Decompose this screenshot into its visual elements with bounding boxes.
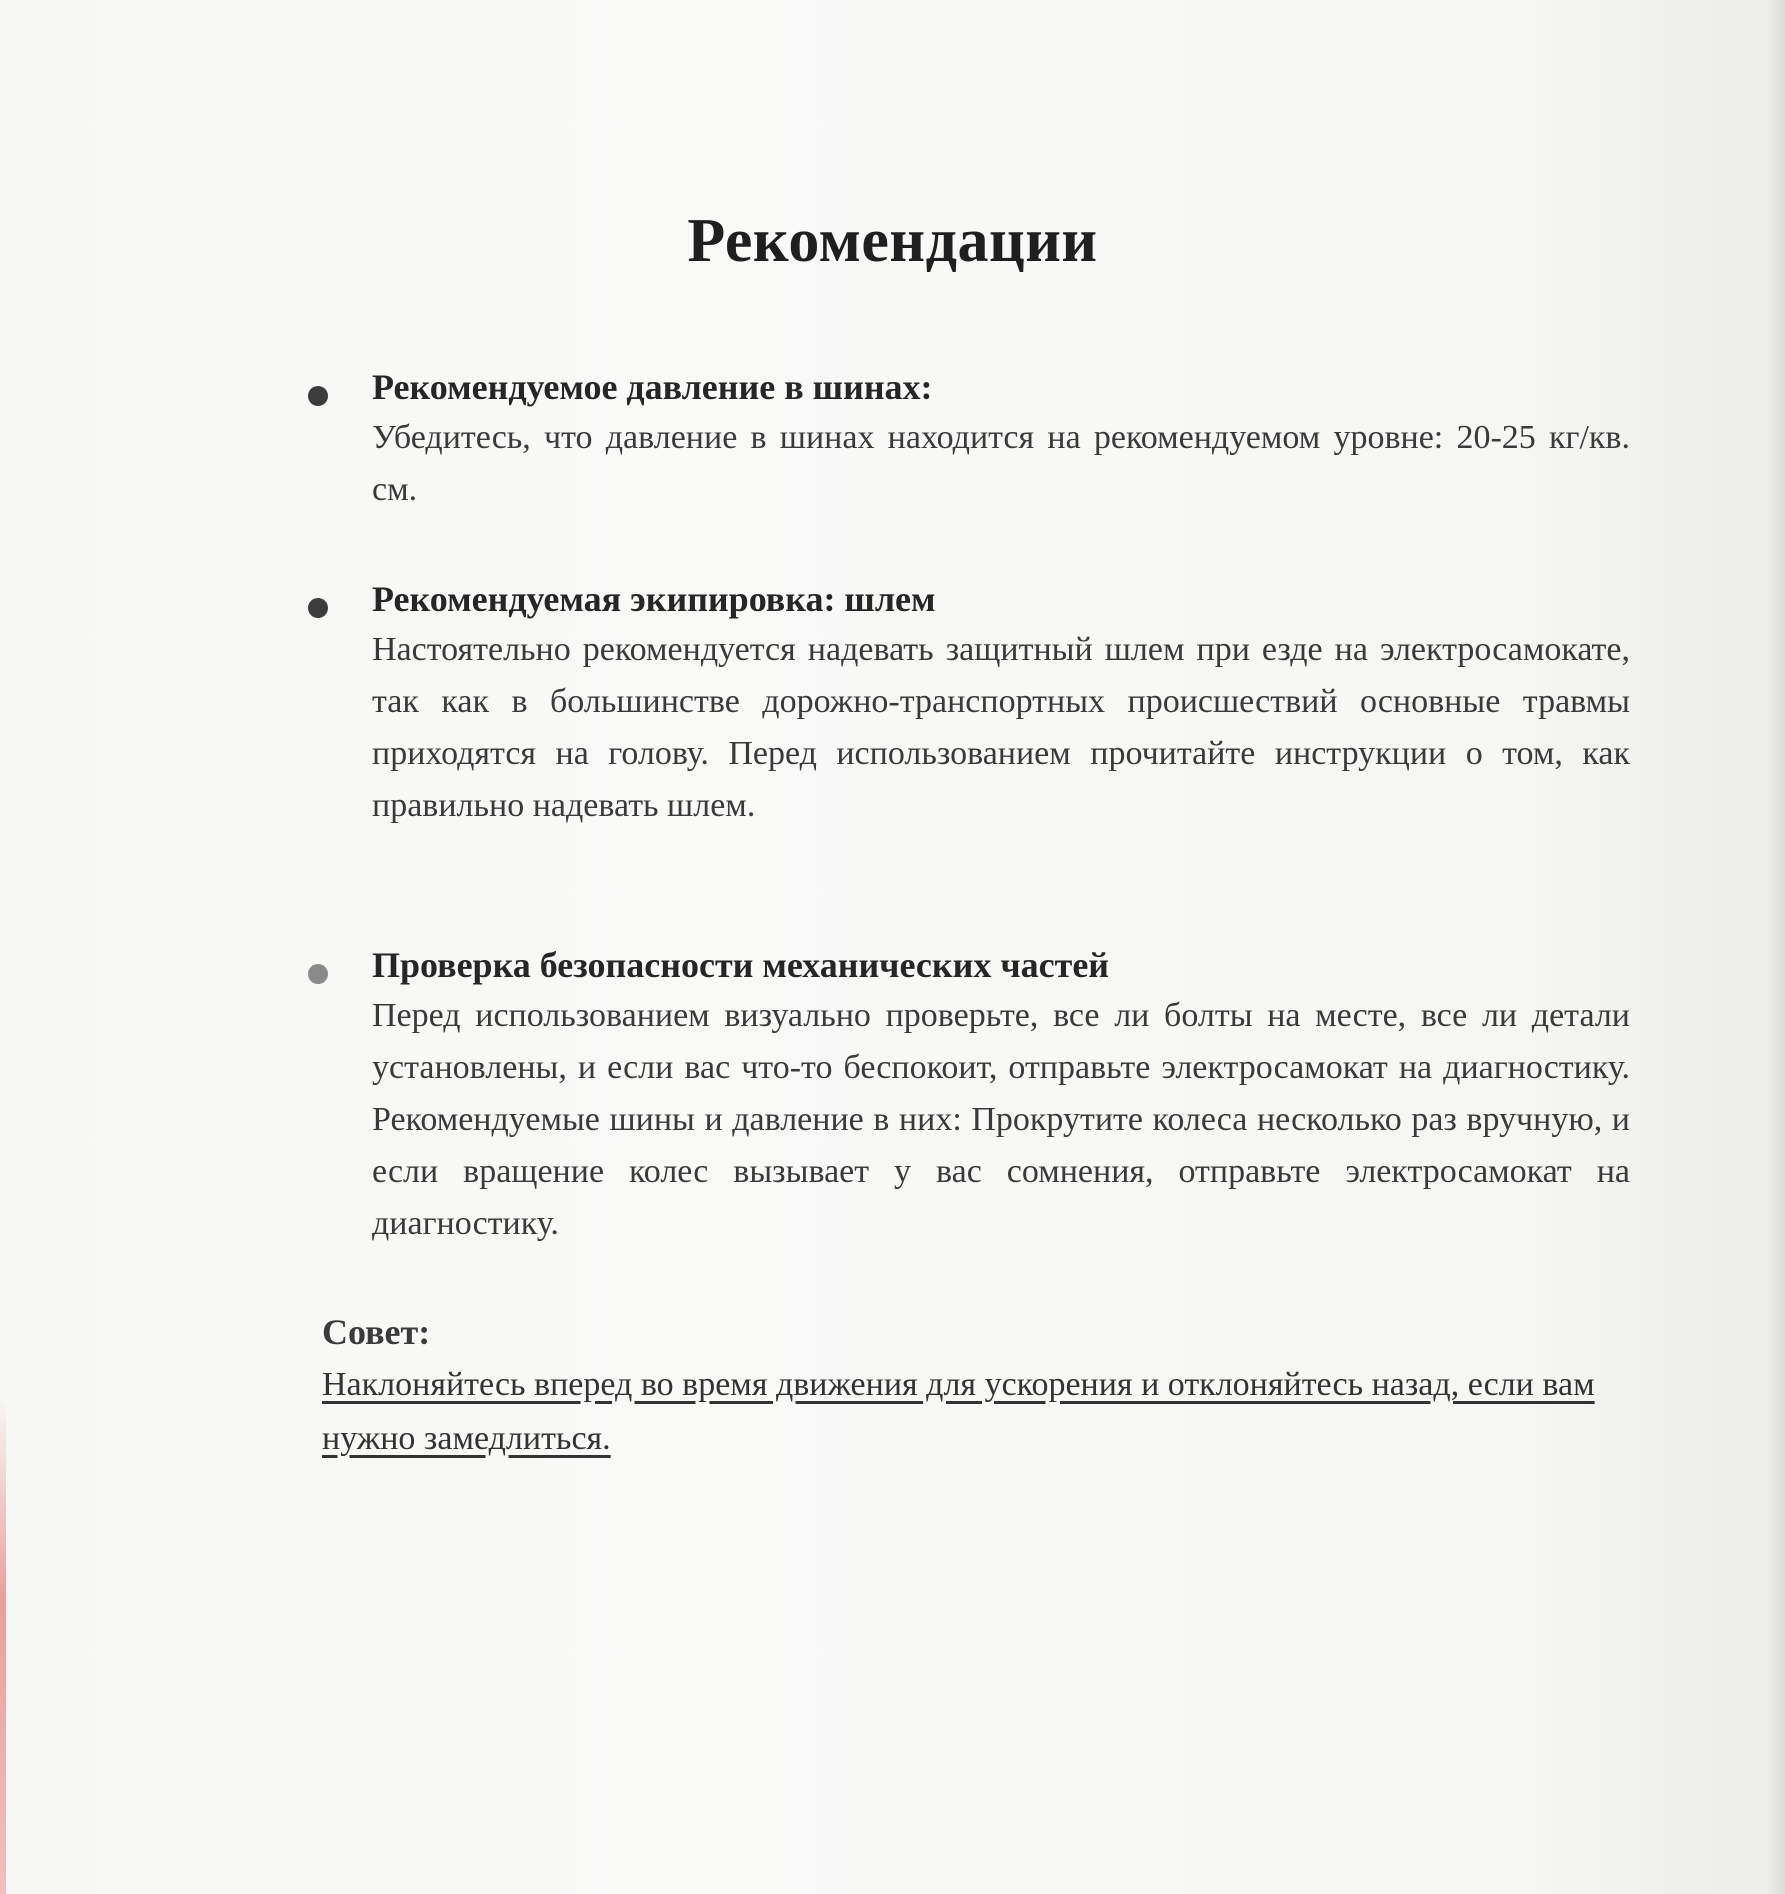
bullet-icon xyxy=(308,386,328,406)
page-edge-right xyxy=(1767,0,1785,1894)
tip-block xyxy=(322,1306,1612,1466)
item-heading: Рекомендуемое давление в шинах: xyxy=(372,367,933,407)
tip-label: Совет: xyxy=(322,1312,431,1352)
page-title: Рекомендации xyxy=(687,207,1098,275)
tip-text: Наклоняйтесь вперед во время движения для ускорения и отклоняйтесь назад, если вам нужно замедлиться. xyxy=(322,1366,1595,1457)
bullet-icon xyxy=(308,598,328,618)
recommendation-item-mechanical-check xyxy=(318,940,1630,1250)
item-text: Настоятельно рекомендуется надевать защитный шлем при езде на электросамокате, так как в большинстве дорожно-транспортных происшествий основные травмы приходятся на голову. Перед использованием прочитайте инструкции о том, как правильно надевать шлем. xyxy=(372,631,1630,824)
page-edge-left xyxy=(0,1400,6,1894)
recommendation-item-helmet xyxy=(318,574,1630,832)
item-text: Перед использованием визуально проверьте, все ли болты на месте, все ли детали установлены, и если вас что-то беспокоит, отправьте электросамокат на диагностику. Рекомендуемые шины и давление в них: Прокрутите колеса несколько раз вручную, и если вращение колес вызывает у вас сомнения, отправьте электросамокат на диагностику. xyxy=(372,997,1630,1242)
item-heading: Рекомендуемая экипировка: шлем xyxy=(372,579,936,619)
item-text: Убедитесь, что давление в шинах находится на рекомендуемом уровне: 20-25 кг/кв. см. xyxy=(372,419,1630,508)
item-heading: Проверка безопасности механических частей xyxy=(372,945,1110,985)
bullet-icon xyxy=(308,964,328,984)
recommendation-item-tire-pressure xyxy=(318,362,1630,516)
